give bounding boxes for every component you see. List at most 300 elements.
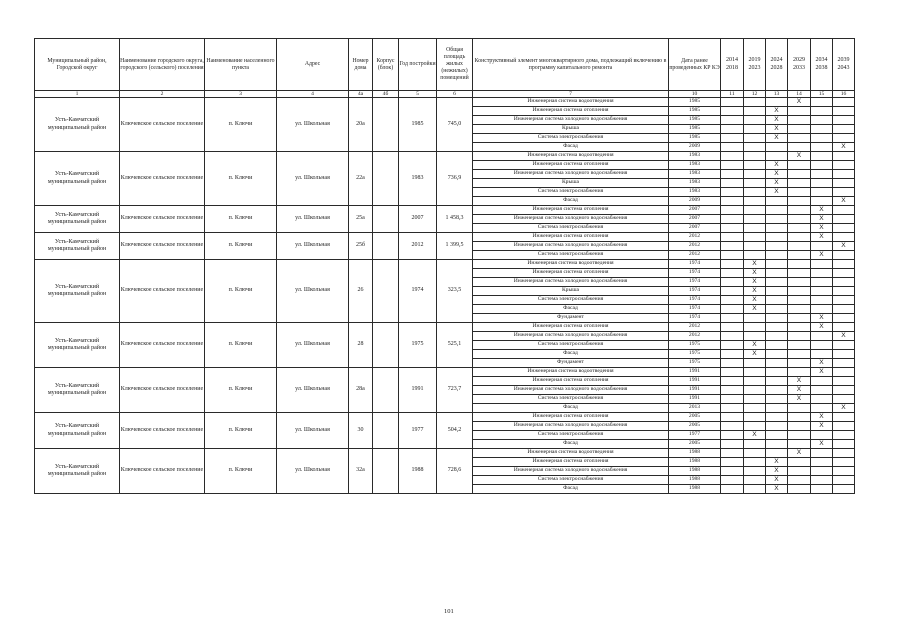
period-cell bbox=[766, 260, 788, 269]
period-cell bbox=[788, 323, 811, 332]
period-cell bbox=[721, 197, 744, 206]
prev-repair-date-cell: 1974 bbox=[669, 287, 721, 296]
period-cell bbox=[766, 332, 788, 341]
period-cell bbox=[766, 305, 788, 314]
table-body bbox=[35, 98, 855, 494]
period-cell bbox=[788, 458, 811, 467]
period-cell bbox=[721, 251, 744, 260]
street-cell: ул. Школьная bbox=[277, 233, 349, 260]
district-cell: Усть-Камчатский муниципальный район bbox=[35, 98, 120, 152]
house-number-cell: 26 bbox=[349, 260, 373, 323]
period-cell bbox=[788, 296, 811, 305]
repair-mark: X bbox=[833, 242, 855, 251]
period-cell bbox=[788, 125, 811, 134]
header-element: Конструктивный элемент многоквартирного дома, подлежащий включению в программу капитального ремонта bbox=[473, 39, 669, 91]
repair-mark: X bbox=[788, 98, 811, 107]
repair-mark: X bbox=[811, 224, 833, 233]
element-cell: Фасад bbox=[473, 485, 669, 494]
header-block: Корпус (блок) bbox=[373, 39, 399, 91]
prev-repair-date-cell: 1974 bbox=[669, 296, 721, 305]
repair-mark: X bbox=[811, 413, 833, 422]
period-cell bbox=[788, 485, 811, 494]
element-cell: Фундамент bbox=[473, 359, 669, 368]
period-cell bbox=[721, 161, 744, 170]
header-settlement: Наименование городского округа, городского (сельского) поселения bbox=[120, 39, 205, 91]
locality-cell: п. Ключи bbox=[205, 152, 277, 206]
element-cell: Фундамент bbox=[473, 314, 669, 323]
element-cell: Инженерная система холодного водоснабжения bbox=[473, 386, 669, 395]
column-number: 15 bbox=[811, 91, 833, 98]
table-header bbox=[35, 39, 855, 98]
period-cell bbox=[833, 224, 855, 233]
repair-mark: X bbox=[811, 206, 833, 215]
period-cell bbox=[721, 206, 744, 215]
header-area: Общая площадь жилых (нежилых) помещений bbox=[437, 39, 473, 91]
prev-repair-date-cell: 2005 bbox=[669, 422, 721, 431]
element-cell: Инженерная система водоотведения bbox=[473, 98, 669, 107]
period-cell bbox=[788, 404, 811, 413]
period-cell bbox=[811, 242, 833, 251]
element-cell: Инженерная система холодного водоснабжения bbox=[473, 170, 669, 179]
element-cell: Инженерная система отопления bbox=[473, 269, 669, 278]
period-cell bbox=[788, 350, 811, 359]
column-number: 3 bbox=[205, 91, 277, 98]
period-cell bbox=[744, 422, 766, 431]
repair-mark: X bbox=[833, 404, 855, 413]
column-number: 4 bbox=[277, 91, 349, 98]
element-cell: Система электроснабжения bbox=[473, 476, 669, 485]
prev-repair-date-cell: 1991 bbox=[669, 395, 721, 404]
repair-mark: X bbox=[788, 377, 811, 386]
period-cell bbox=[788, 107, 811, 116]
repair-mark: X bbox=[744, 305, 766, 314]
street-cell: ул. Школьная bbox=[277, 260, 349, 323]
period-cell bbox=[744, 386, 766, 395]
prev-repair-date-cell: 1975 bbox=[669, 350, 721, 359]
period-cell bbox=[721, 134, 744, 143]
column-number: 10 bbox=[669, 91, 721, 98]
period-cell bbox=[811, 278, 833, 287]
period-cell bbox=[788, 170, 811, 179]
column-number: 1 bbox=[35, 91, 120, 98]
house-number-cell: 25а bbox=[349, 206, 373, 233]
element-cell: Система электроснабжения bbox=[473, 296, 669, 305]
period-cell bbox=[721, 332, 744, 341]
period-cell bbox=[744, 323, 766, 332]
element-cell: Инженерная система водоотведения bbox=[473, 260, 669, 269]
period-cell bbox=[744, 458, 766, 467]
period-cell bbox=[721, 215, 744, 224]
prev-repair-date-cell: 1988 bbox=[669, 467, 721, 476]
column-number: 7 bbox=[473, 91, 669, 98]
table-row bbox=[35, 413, 855, 422]
repair-mark: X bbox=[766, 179, 788, 188]
period-cell bbox=[721, 179, 744, 188]
period-cell bbox=[721, 386, 744, 395]
period-cell bbox=[833, 341, 855, 350]
prev-repair-date-cell: 1975 bbox=[669, 341, 721, 350]
prev-repair-date-cell: 1974 bbox=[669, 305, 721, 314]
period-cell bbox=[811, 98, 833, 107]
column-number: 14 bbox=[788, 91, 811, 98]
period-cell bbox=[788, 224, 811, 233]
period-cell bbox=[788, 287, 811, 296]
prev-repair-date-cell: 2012 bbox=[669, 323, 721, 332]
header-period-6: 2039 2043 bbox=[833, 39, 855, 91]
table-row bbox=[35, 152, 855, 161]
house-number-cell: 20а bbox=[349, 98, 373, 152]
period-cell bbox=[833, 305, 855, 314]
element-cell: Фасад bbox=[473, 143, 669, 152]
locality-cell: п. Ключи bbox=[205, 233, 277, 260]
period-cell bbox=[721, 152, 744, 161]
period-cell bbox=[788, 233, 811, 242]
prev-repair-date-cell: 1974 bbox=[669, 260, 721, 269]
period-cell bbox=[744, 143, 766, 152]
period-cell bbox=[744, 440, 766, 449]
period-cell bbox=[788, 161, 811, 170]
period-cell bbox=[833, 206, 855, 215]
period-cell bbox=[766, 431, 788, 440]
repair-schedule-table bbox=[34, 38, 855, 494]
area-cell: 745,0 bbox=[437, 98, 473, 152]
period-cell bbox=[721, 368, 744, 377]
period-cell bbox=[811, 260, 833, 269]
district-cell: Усть-Камчатский муниципальный район bbox=[35, 233, 120, 260]
period-cell bbox=[744, 332, 766, 341]
period-cell bbox=[788, 359, 811, 368]
period-cell bbox=[833, 215, 855, 224]
period-cell bbox=[721, 107, 744, 116]
period-cell bbox=[833, 467, 855, 476]
period-cell bbox=[833, 440, 855, 449]
period-cell bbox=[811, 170, 833, 179]
period-cell bbox=[744, 404, 766, 413]
prev-repair-date-cell: 2009 bbox=[669, 143, 721, 152]
column-number: 12 bbox=[744, 91, 766, 98]
period-cell bbox=[721, 413, 744, 422]
period-cell bbox=[811, 125, 833, 134]
period-cell bbox=[811, 332, 833, 341]
period-cell bbox=[833, 323, 855, 332]
period-cell bbox=[833, 116, 855, 125]
period-cell bbox=[788, 134, 811, 143]
period-cell bbox=[811, 485, 833, 494]
repair-mark: X bbox=[744, 431, 766, 440]
period-cell bbox=[833, 233, 855, 242]
period-cell bbox=[788, 188, 811, 197]
period-cell bbox=[833, 422, 855, 431]
repair-mark: X bbox=[744, 350, 766, 359]
locality-cell: п. Ключи bbox=[205, 368, 277, 413]
period-cell bbox=[811, 386, 833, 395]
element-cell: Фасад bbox=[473, 350, 669, 359]
period-cell bbox=[833, 134, 855, 143]
period-cell bbox=[766, 197, 788, 206]
period-cell bbox=[833, 125, 855, 134]
prev-repair-date-cell: 1985 bbox=[669, 125, 721, 134]
period-cell bbox=[744, 377, 766, 386]
prev-repair-date-cell: 2009 bbox=[669, 197, 721, 206]
header-period-5: 2034 2038 bbox=[811, 39, 833, 91]
period-cell bbox=[766, 215, 788, 224]
prev-repair-date-cell: 2007 bbox=[669, 215, 721, 224]
element-cell: Система электроснабжения bbox=[473, 431, 669, 440]
period-cell bbox=[788, 467, 811, 476]
period-cell bbox=[766, 143, 788, 152]
period-cell bbox=[811, 458, 833, 467]
period-cell bbox=[811, 161, 833, 170]
period-cell bbox=[744, 107, 766, 116]
period-cell bbox=[766, 368, 788, 377]
block-cell bbox=[373, 323, 399, 368]
period-cell bbox=[721, 431, 744, 440]
period-cell bbox=[833, 458, 855, 467]
settlement-cell: Ключевское сельское поселение bbox=[120, 368, 205, 413]
period-cell bbox=[788, 413, 811, 422]
header-locality: Наименование населенного пункта bbox=[205, 39, 277, 91]
period-cell bbox=[788, 242, 811, 251]
period-cell bbox=[766, 449, 788, 458]
repair-mark: X bbox=[811, 323, 833, 332]
prev-repair-date-cell: 2007 bbox=[669, 224, 721, 233]
period-cell bbox=[744, 413, 766, 422]
period-cell bbox=[766, 314, 788, 323]
settlement-cell: Ключевское сельское поселение bbox=[120, 98, 205, 152]
element-cell: Инженерная система отопления bbox=[473, 161, 669, 170]
prev-repair-date-cell: 1988 bbox=[669, 485, 721, 494]
repair-mark: X bbox=[766, 188, 788, 197]
column-number: 2 bbox=[120, 91, 205, 98]
period-cell bbox=[788, 422, 811, 431]
house-number-cell: 25б bbox=[349, 233, 373, 260]
period-cell bbox=[721, 485, 744, 494]
house-number-cell: 28 bbox=[349, 323, 373, 368]
header-house-number: Номер дома bbox=[349, 39, 373, 91]
period-cell bbox=[721, 350, 744, 359]
period-cell bbox=[833, 287, 855, 296]
repair-mark: X bbox=[811, 314, 833, 323]
period-cell bbox=[788, 269, 811, 278]
prev-repair-date-cell: 1991 bbox=[669, 377, 721, 386]
period-cell bbox=[766, 377, 788, 386]
build-year-cell: 1988 bbox=[399, 449, 437, 494]
period-cell bbox=[811, 467, 833, 476]
prev-repair-date-cell: 1983 bbox=[669, 188, 721, 197]
period-cell bbox=[721, 116, 744, 125]
period-cell bbox=[721, 125, 744, 134]
street-cell: ул. Школьная bbox=[277, 206, 349, 233]
table-row bbox=[35, 449, 855, 458]
period-cell bbox=[744, 188, 766, 197]
element-cell: Крыша bbox=[473, 125, 669, 134]
page-number: 101 bbox=[444, 608, 454, 615]
table-row bbox=[35, 368, 855, 377]
period-cell bbox=[811, 197, 833, 206]
period-cell bbox=[744, 314, 766, 323]
build-year-cell: 2012 bbox=[399, 233, 437, 260]
period-cell bbox=[766, 278, 788, 287]
column-number: 13 bbox=[766, 91, 788, 98]
element-cell: Система электроснабжения bbox=[473, 341, 669, 350]
locality-cell: п. Ключи bbox=[205, 98, 277, 152]
period-cell bbox=[721, 395, 744, 404]
period-cell bbox=[833, 368, 855, 377]
prev-repair-date-cell: 1983 bbox=[669, 170, 721, 179]
element-cell: Система электроснабжения bbox=[473, 395, 669, 404]
period-cell bbox=[766, 98, 788, 107]
header-period-3: 2024 2028 bbox=[766, 39, 788, 91]
settlement-cell: Ключевское сельское поселение bbox=[120, 260, 205, 323]
period-cell bbox=[833, 350, 855, 359]
repair-mark: X bbox=[811, 359, 833, 368]
prev-repair-date-cell: 2005 bbox=[669, 440, 721, 449]
repair-mark: X bbox=[766, 458, 788, 467]
settlement-cell: Ключевское сельское поселение bbox=[120, 206, 205, 233]
area-cell: 323,5 bbox=[437, 260, 473, 323]
period-cell bbox=[833, 107, 855, 116]
period-cell bbox=[811, 188, 833, 197]
element-cell: Крыша bbox=[473, 287, 669, 296]
element-cell: Инженерная система отопления bbox=[473, 233, 669, 242]
element-cell: Фасад bbox=[473, 305, 669, 314]
period-cell bbox=[721, 224, 744, 233]
period-cell bbox=[766, 269, 788, 278]
repair-mark: X bbox=[766, 125, 788, 134]
period-cell bbox=[721, 242, 744, 251]
period-cell bbox=[788, 143, 811, 152]
period-cell bbox=[721, 404, 744, 413]
period-cell bbox=[766, 341, 788, 350]
prev-repair-date-cell: 1988 bbox=[669, 458, 721, 467]
table-row bbox=[35, 323, 855, 332]
period-cell bbox=[721, 476, 744, 485]
period-cell bbox=[721, 233, 744, 242]
period-cell bbox=[721, 305, 744, 314]
column-number: 16 bbox=[833, 91, 855, 98]
period-cell bbox=[811, 377, 833, 386]
repair-mark: X bbox=[744, 278, 766, 287]
period-cell bbox=[744, 170, 766, 179]
prev-repair-date-cell: 1991 bbox=[669, 368, 721, 377]
period-cell bbox=[766, 242, 788, 251]
repair-mark: X bbox=[788, 395, 811, 404]
period-cell bbox=[766, 440, 788, 449]
period-cell bbox=[833, 251, 855, 260]
period-cell bbox=[811, 341, 833, 350]
period-cell bbox=[766, 422, 788, 431]
period-cell bbox=[766, 395, 788, 404]
period-cell bbox=[744, 98, 766, 107]
element-cell: Инженерная система холодного водоснабжения bbox=[473, 242, 669, 251]
period-cell bbox=[811, 395, 833, 404]
repair-mark: X bbox=[833, 197, 855, 206]
period-cell bbox=[833, 359, 855, 368]
period-cell bbox=[811, 305, 833, 314]
prev-repair-date-cell: 2012 bbox=[669, 332, 721, 341]
period-cell bbox=[788, 179, 811, 188]
element-cell: Фасад bbox=[473, 440, 669, 449]
period-cell bbox=[744, 467, 766, 476]
prev-repair-date-cell: 1977 bbox=[669, 431, 721, 440]
column-number: 4а bbox=[349, 91, 373, 98]
period-cell bbox=[833, 161, 855, 170]
header-build-year: Год постройки bbox=[399, 39, 437, 91]
period-cell bbox=[833, 269, 855, 278]
period-cell bbox=[766, 224, 788, 233]
repair-mark: X bbox=[744, 287, 766, 296]
prev-repair-date-cell: 1983 bbox=[669, 152, 721, 161]
repair-mark: X bbox=[833, 332, 855, 341]
repair-mark: X bbox=[811, 368, 833, 377]
district-cell: Усть-Камчатский муниципальный район bbox=[35, 368, 120, 413]
prev-repair-date-cell: 2013 bbox=[669, 404, 721, 413]
build-year-cell: 1983 bbox=[399, 152, 437, 206]
period-cell bbox=[721, 440, 744, 449]
street-cell: ул. Школьная bbox=[277, 323, 349, 368]
house-number-cell: 32а bbox=[349, 449, 373, 494]
build-year-cell: 1974 bbox=[399, 260, 437, 323]
element-cell: Инженерная система холодного водоснабжения bbox=[473, 278, 669, 287]
area-cell: 504,2 bbox=[437, 413, 473, 449]
header-district: Муниципальный район, Городской округ bbox=[35, 39, 120, 91]
repair-mark: X bbox=[766, 467, 788, 476]
period-cell bbox=[833, 278, 855, 287]
column-number: 5 bbox=[399, 91, 437, 98]
element-cell: Система электроснабжения bbox=[473, 134, 669, 143]
district-cell: Усть-Камчатский муниципальный район bbox=[35, 152, 120, 206]
settlement-cell: Ключевское сельское поселение bbox=[120, 233, 205, 260]
element-cell: Система электроснабжения bbox=[473, 224, 669, 233]
period-cell bbox=[833, 386, 855, 395]
repair-mark: X bbox=[744, 296, 766, 305]
repair-mark: X bbox=[766, 476, 788, 485]
period-cell bbox=[721, 98, 744, 107]
build-year-cell: 1985 bbox=[399, 98, 437, 152]
block-cell bbox=[373, 449, 399, 494]
element-cell: Система электроснабжения bbox=[473, 251, 669, 260]
period-cell bbox=[744, 368, 766, 377]
repair-mark: X bbox=[833, 143, 855, 152]
repair-mark: X bbox=[811, 215, 833, 224]
prev-repair-date-cell: 1983 bbox=[669, 179, 721, 188]
house-number-cell: 28а bbox=[349, 368, 373, 413]
period-cell bbox=[744, 476, 766, 485]
prev-repair-date-cell: 1988 bbox=[669, 476, 721, 485]
period-cell bbox=[744, 134, 766, 143]
period-cell bbox=[766, 359, 788, 368]
prev-repair-date-cell: 1985 bbox=[669, 107, 721, 116]
period-cell bbox=[744, 116, 766, 125]
period-cell bbox=[833, 170, 855, 179]
locality-cell: п. Ключи bbox=[205, 449, 277, 494]
period-cell bbox=[788, 332, 811, 341]
period-cell bbox=[721, 422, 744, 431]
block-cell bbox=[373, 260, 399, 323]
period-cell bbox=[833, 431, 855, 440]
period-cell bbox=[833, 152, 855, 161]
period-cell bbox=[788, 206, 811, 215]
period-cell bbox=[744, 242, 766, 251]
period-cell bbox=[744, 449, 766, 458]
table-row bbox=[35, 206, 855, 215]
period-cell bbox=[811, 179, 833, 188]
period-cell bbox=[721, 341, 744, 350]
period-cell bbox=[811, 134, 833, 143]
period-cell bbox=[744, 179, 766, 188]
prev-repair-date-cell: 2012 bbox=[669, 242, 721, 251]
period-cell bbox=[744, 224, 766, 233]
